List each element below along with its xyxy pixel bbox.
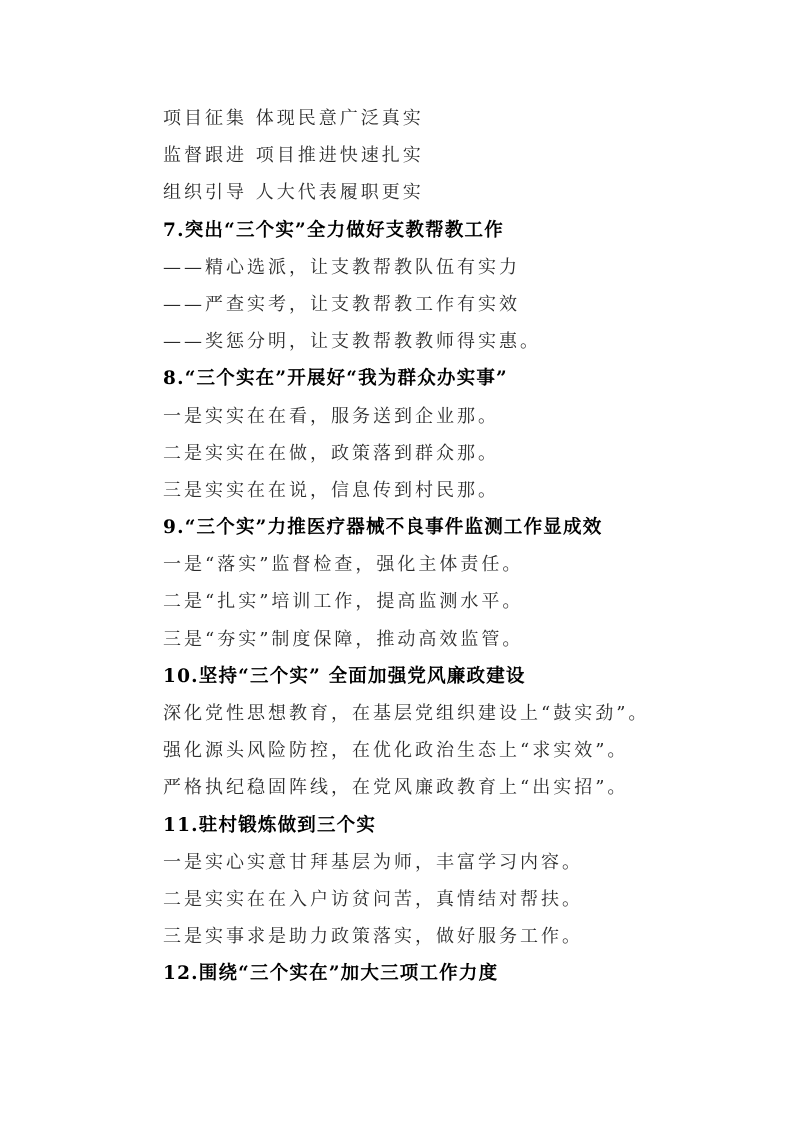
section-heading-8: 8.“三个实在”开展好“我为群众办实事” [163,368,508,390]
body-line: 一是“落实”监督检查，强化主体责任。 [163,554,524,576]
body-line: 三是实事求是助力政策落实，做好服务工作。 [163,926,583,948]
body-line: 监督跟进 项目推进快速扎实 [163,145,424,167]
body-line: 二是“扎实”培训工作，提高监测水平。 [163,591,524,613]
section-heading-9: 9.“三个实”力推医疗器械不良事件监测工作显成效 [163,517,603,539]
section-heading-7: 7.突出“三个实”全力做好支教帮教工作 [163,219,504,241]
body-line: 二是实实在在做，政策落到群众那。 [163,442,499,464]
document-page [163,100,683,993]
body-line: 强化源头风险防控，在优化政治生态上“求实效”。 [163,740,629,762]
body-line: 组织引导 人大代表履职更实 [163,182,424,204]
body-line: 深化党性思想教育，在基层党组织建设上“鼓实劲”。 [163,703,650,724]
body-line: ——严查实考，让支教帮教工作有实效 [163,293,520,315]
body-line: 三是实实在在说，信息传到村民那。 [163,479,499,501]
body-line: 一是实心实意甘拜基层为师，丰富学习内容。 [163,851,583,873]
body-line: ——奖惩分明，让支教帮教教师得实惠。 [163,331,541,353]
body-line: 三是“夯实”制度保障，推动高效监管。 [163,628,524,650]
section-heading-12: 12.围绕“三个实在”加大三项工作力度 [163,963,499,985]
body-line: 项目征集 体现民意广泛真实 [163,108,424,129]
body-line: 一是实实在在看，服务送到企业那。 [163,405,499,427]
section-heading-10: 10.坚持“三个实” 全面加强党风廉政建设 [163,665,526,687]
body-line: 二是实实在在入户访贫问苦，真情结对帮扶。 [163,888,583,910]
body-line: 严格执纪稳固阵线，在党风廉政教育上“出实招”。 [163,777,629,799]
body-line: ——精心选派，让支教帮教队伍有实力 [163,256,520,278]
section-heading-11: 11.驻村锻炼做到三个实 [163,814,377,836]
